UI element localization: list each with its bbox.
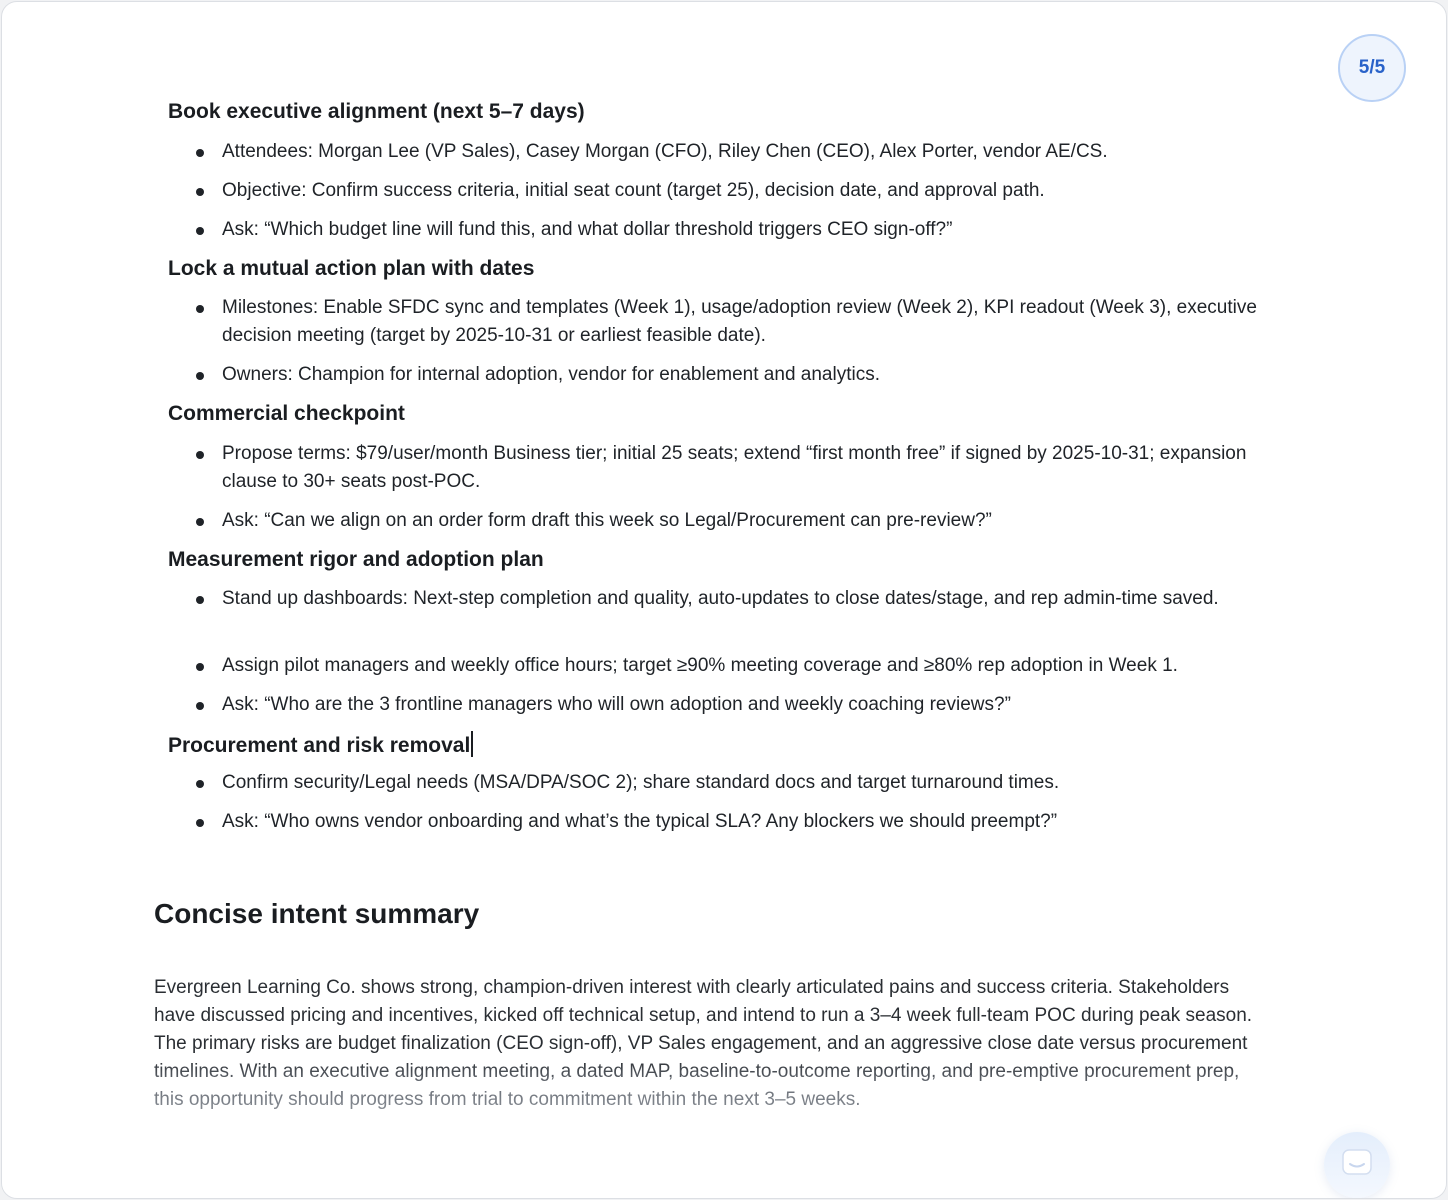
list-item: Ask: “Which budget line will fund this, and what dollar threshold triggers CEO sign-off?” — [194, 216, 1284, 244]
bullet-dot-icon — [196, 227, 204, 235]
summary-paragraph: Evergreen Learning Co. shows strong, champion-driven interest with clearly articulated pains and success criteria. Stakeholders have discussed pricing and incentives, kicked off technical setup, and intend to run a 3–4 week full-team POC during peak season. The primary risks are budget finalization (CEO sign-off), VP Sales engagement, and an aggressive close date versus procurement timelines. With an executive alignment meeting, a dated MAP, baseline-to-outcome reporting, and pre-emptive procurement prep, this opportunity should progress from trial to commitment within the next 3–5 weeks. — [154, 974, 1274, 1114]
list-item: Attendees: Morgan Lee (VP Sales), Casey Morgan (CFO), Riley Chen (CEO), Alex Porter, vendor AE/CS. — [194, 138, 1284, 166]
scroll-fade-overlay — [2, 1112, 1446, 1199]
list-item: Confirm security/Legal needs (MSA/DPA/SOC 2); share standard docs and target turnaround times. — [194, 769, 1284, 797]
list-item: Stand up dashboards: Next-step completion and quality, auto-updates to close dates/stage, and rep admin-time saved. — [194, 585, 1284, 613]
page-indicator-label: 5/5 — [1358, 57, 1386, 78]
chat-bubble-icon — [1340, 1148, 1374, 1178]
bullet-dot-icon — [196, 702, 204, 710]
list-item: Ask: “Who are the 3 frontline managers who will own adoption and weekly coaching reviews?” — [194, 691, 1284, 719]
bullet-dot-icon — [196, 188, 204, 196]
list-item: Owners: Champion for internal adoption, vendor for enablement and analytics. — [194, 361, 1284, 389]
section-heading-commercial-checkpoint: Commercial checkpoint — [168, 402, 405, 425]
text-cursor-caret — [471, 731, 473, 757]
section-heading-executive-alignment: Book executive alignment (next 5–7 days) — [168, 100, 585, 123]
bullet-dot-icon — [196, 372, 204, 380]
bullet-dot-icon — [196, 149, 204, 157]
list-item: Assign pilot managers and weekly office hours; target ≥90% meeting coverage and ≥80% rep adoption in Week 1. — [194, 652, 1284, 680]
bullet-dot-icon — [196, 663, 204, 671]
bullet-dot-icon — [196, 518, 204, 526]
bullet-dot-icon — [196, 819, 204, 827]
list-item: Propose terms: $79/user/month Business tier; initial 25 seats; extend “first month free” if signed by 2025-10-31; expansion clause to 30+ seats post-POC. — [194, 440, 1284, 496]
section-heading-procurement-risk[interactable]: Procurement and risk removal — [168, 731, 473, 759]
list-item: Ask: “Who owns vendor onboarding and what’s the typical SLA? Any blockers we should preempt?” — [194, 808, 1284, 836]
bullet-dot-icon — [196, 451, 204, 459]
summary-title: Concise intent summary — [154, 898, 480, 929]
chat-launcher-button[interactable] — [1324, 1132, 1390, 1198]
bullet-dot-icon — [196, 596, 204, 604]
list-item: Milestones: Enable SFDC sync and templates (Week 1), usage/adoption review (Week 2), KPI readout (Week 3), executive decision meeting (target by 2025-10-31 or earliest feasible date). — [194, 294, 1284, 350]
list-item: Ask: “Can we align on an order form draft this week so Legal/Procurement can pre-review?” — [194, 507, 1284, 535]
bullet-dot-icon — [196, 305, 204, 313]
list-item: Objective: Confirm success criteria, initial seat count (target 25), decision date, and approval path. — [194, 177, 1284, 205]
bullet-dot-icon — [196, 780, 204, 788]
section-heading-mutual-action-plan: Lock a mutual action plan with dates — [168, 257, 535, 280]
page-indicator-badge[interactable] — [1338, 34, 1406, 102]
section-heading-measurement-rigor: Measurement rigor and adoption plan — [168, 548, 544, 571]
document-viewer — [1, 1, 1447, 1199]
